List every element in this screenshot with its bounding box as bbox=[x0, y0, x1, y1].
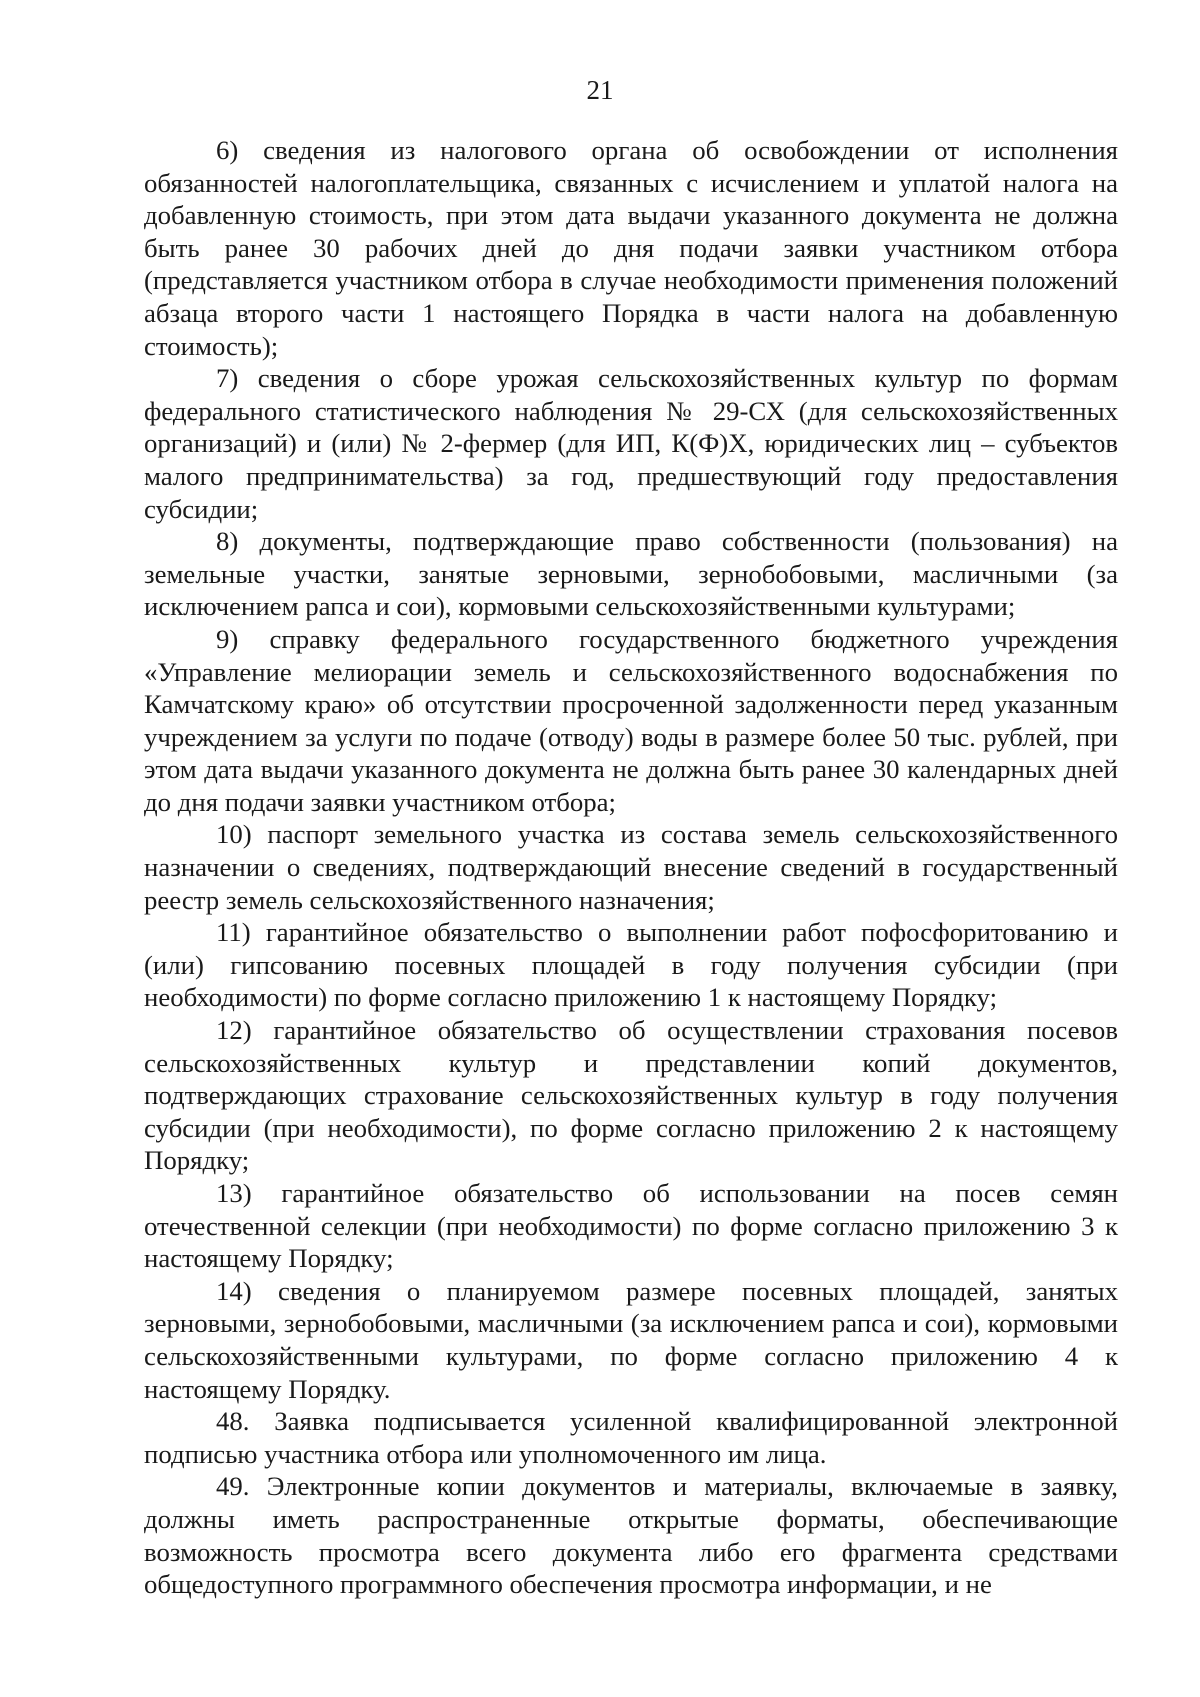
paragraph-item-12: 12) гарантийное обязательство об осуществлении страхования посевов сельскохозяйственных культур и представлении копий документов, подтверждающих страхование сельскохозяйственных культур в году получения субсидии (при необходимости), по форме согласно приложению 2 к настоящему Порядку; bbox=[144, 1015, 1118, 1176]
paragraph-item-13: 13) гарантийное обязательство об использовании на посев семян отечественной селекции (при необходимости) по форме согласно приложению 3 к настоящему Порядку; bbox=[144, 1178, 1118, 1274]
page-number: 21 bbox=[586, 75, 614, 105]
paragraph-item-6: 6) сведения из налогового органа об освобождении от исполнения обязанностей налогоплательщика, связанных с исчислением и уплатой налога на добавленную стоимость, при этом дата выдачи указанного документа не должна быть ранее 30 рабочих дней до дня подачи заявки участником отбора (представляется участником отбора в случае необходимости применения положений абзаца второго части 1 настоящего Порядка в части налога на добавленную стоимость); bbox=[144, 135, 1118, 361]
paragraph-clause-48: 48. Заявка подписывается усиленной квалифицированной электронной подписью участника отбора или уполномоченного им лица. bbox=[144, 1406, 1118, 1469]
paragraph-item-7: 7) сведения о сборе урожая сельскохозяйственных культур по формам федерального статистического наблюдения № 29-СХ (для сельскохозяйственных организаций) и (или) № 2-фермер (для ИП, К(Ф)Х, юридических лиц – субъектов малого предпринимательства) за год, предшествующий году предоставления субсидии; bbox=[144, 363, 1118, 524]
document-body bbox=[144, 134, 1118, 1601]
paragraph-item-10: 10) паспорт земельного участка из состава земель сельскохозяйственного назначении о сведениях, подтверждающий внесение сведений в государственный реестр земель сельскохозяйственного назначения; bbox=[144, 819, 1118, 915]
paragraph-item-14: 14) сведения о планируемом размере посевных площадей, занятых зерновыми, зернобобовыми, масличными (за исключением рапса и сои), кормовыми сельскохозяйственными культурами, по форме согласно приложению 4 к настоящему Порядку. bbox=[144, 1275, 1118, 1404]
paragraph-item-9: 9) справку федерального государственного бюджетного учреждения «Управление мелиорации земель и сельскохозяйственного водоснабжения по Камчатскому краю» об отсутствии просроченной задолженности перед указанным учреждением за услуги по подаче (отводу) воды в размере более 50 тыс. рублей, при этом дата выдачи указанного документа не должна быть ранее 30 календарных дней до дня подачи заявки участником отбора; bbox=[144, 623, 1118, 817]
paragraph-clause-49: 49. Электронные копии документов и материалы, включаемые в заявку, должны иметь распространенные открытые форматы, обеспечивающие возможность просмотра всего документа либо его фрагмента средствами общедоступного программного обеспечения просмотра информации, и не bbox=[144, 1471, 1118, 1600]
paragraph-item-8: 8) документы, подтверждающие право собственности (пользования) на земельные участки, занятые зерновыми, зернобобовыми, масличными (за исключением рапса и сои), кормовыми сельскохозяйственными культурами; bbox=[144, 526, 1118, 622]
paragraph-item-11: 11) гарантийное обязательство о выполнении работ пофосфоритованию и (или) гипсованию посевных площадей в году получения субсидии (при необходимости) по форме согласно приложению 1 к настоящему Порядку; bbox=[144, 917, 1118, 1013]
